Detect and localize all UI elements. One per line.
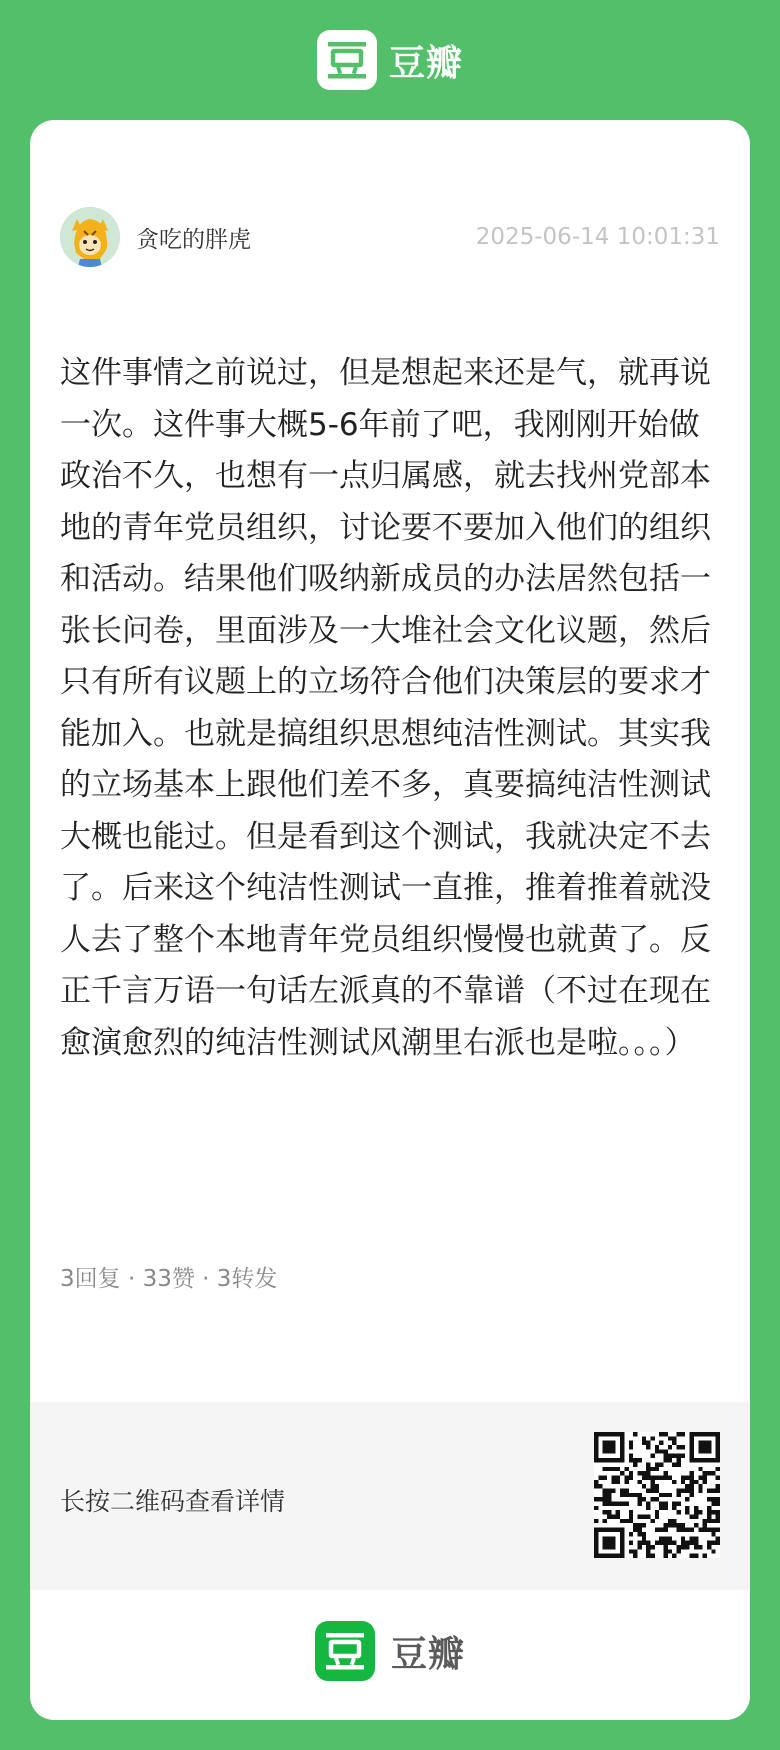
avatar[interactable] bbox=[60, 207, 120, 267]
top-brand bbox=[0, 30, 780, 90]
post-card bbox=[30, 120, 750, 1720]
douban-logo-icon bbox=[317, 30, 377, 90]
brand-name: 豆瓣 bbox=[388, 42, 463, 84]
post-header bbox=[60, 206, 720, 268]
footer-brand-name: 豆瓣 bbox=[390, 1633, 465, 1675]
post-timestamp: 2025-06-14 10:01:31 bbox=[475, 224, 720, 250]
qr-section bbox=[30, 1402, 750, 1590]
douban-logo-icon bbox=[315, 1621, 375, 1681]
qr-hint: 长按二维码查看详情 bbox=[60, 1487, 286, 1516]
post-stats: 3回复 · 33赞 · 3转发 bbox=[60, 1266, 278, 1292]
footer-brand bbox=[30, 1620, 750, 1682]
author-name[interactable]: 贪吃的胖虎 bbox=[136, 226, 251, 253]
qr-code-icon bbox=[594, 1432, 720, 1558]
post-content: 这件事情之前说过，但是想起来还是气，就再说一次。这件事大概5-6年前了吧，我刚刚开始做政治不久，也想有一点归属感，就去找州党部本地的青年党员组织，讨论要不要加入他们的组织和活动。结果他们吸纳新成员的办法居然包括一张长问卷，里面涉及一大堆社会文化议题，然后只有所有议题上的立场符合他们决策层的要求才能加入。也就是搞组织思想纯洁性测试。其实我的立场基本上跟他们差不多，真要搞纯洁性测试大概也能过。但是看到这个测试，我就决定不去了。后来这个纯洁性测试一直推，推着推着就没人去了整个本地青年党员组织慢慢也就黄了。反正千言万语一句话左派真的不靠谱（不过在现在愈演愈烈的纯洁性测试风潮里右派也是啦。。。） bbox=[60, 355, 711, 1061]
